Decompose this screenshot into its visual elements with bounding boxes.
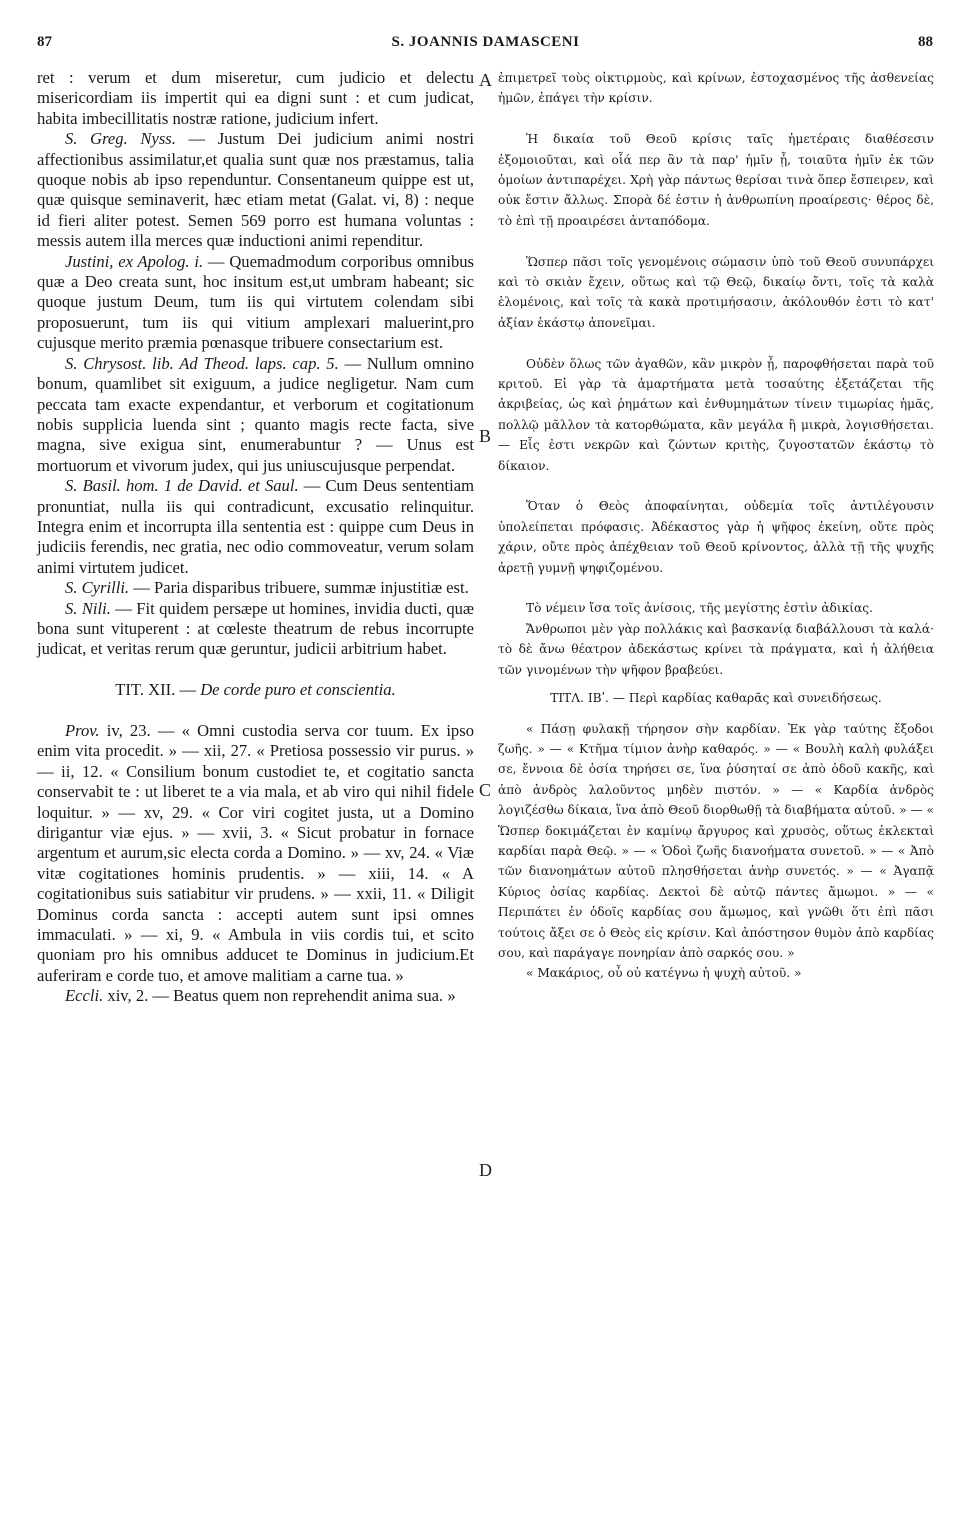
margin-marker-d: D [479, 1160, 492, 1180]
latin-column [37, 68, 474, 1007]
source-citation: Justini, ex Apolog. i. [65, 251, 204, 271]
source-citation: Prov. [65, 720, 100, 740]
source-citation: S. Greg. Nyss. [65, 129, 176, 149]
source-citation: S. Basil. hom. 1 de David. et Saul. [65, 476, 299, 496]
greek-paragraph: Οὐδὲν ὅλως τῶν ἀγαθῶν, κἂν μικρὸν ᾖ, παροφθήσεται παρὰ τοῦ κριτοῦ. Εἰ γὰρ τὰ ἁμαρτήματα μετὰ τοσαύτης ἐξετάζεται τῆς ἀκριβείας, ὡς καὶ ῥημάτων καὶ ἐνθυμημάτων τίνειν τιμωρίας ἡμᾶς, πολλῷ μᾶλλον τὰ κατορθώματα, κἂν μεγάλα ἢ μικρὰ, λογισθήσεται. — Εἷς ἐστι νεκρῶν καὶ ζώντων κριτὴς, ζυγοστατῶν ἑκάστῳ τὸ δίκαιον. [498, 356, 934, 473]
page-header [0, 0, 971, 60]
latin-paragraph: ret : verum et dum miseretur, cum judicio et delectu misericordiam iis impertit qui ea digni sunt : et cum judicat, habita imbecillitatis nostræ ratione, judicium infert. [37, 68, 474, 128]
margin-marker-b: B [479, 426, 492, 446]
latin-paragraph: S. Chrysost. lib. Ad Theod. laps. cap. 5. — Nullum omnino bonum, quamlibet sit exiguum, a judice negligetur. Nam cum peccata tam exacte expendantur, et verborum et cogitationum nobis supplicia luenda sint ; quanto magis recte facta, sive magna, sive exigua sint, enumerabuntur ? — Unus est mortuorum et vivorum judex, qui jus uniuscujusque perpendat. [37, 353, 475, 475]
greek-paragraph: Ἄνθρωποι μὲν γὰρ πολλάκις καὶ βασκανίᾳ διαβάλλουσι τὰ καλά· τὸ δὲ ἄνω θέατρον ἀδεκάστως κρίνει τὰ πράγματα, καὶ ἡ ἀλήθεια τῶν γινομένων τὴν ψῆφον βραβεύει. [498, 621, 934, 677]
source-citation: S. Chrysost. lib. Ad Theod. laps. cap. 5. [65, 353, 339, 373]
latin-paragraph: Prov. iv, 23. — « Omni custodia serva cor tuum. Ex ipso enim vita procedit. » — xii, 27. « Pretiosa possessio vir purus. » — ii, 12. « Consilium bonum custodiet te, et cogitatio sancta conservabit te : ut liberet te a via mala, et ab viro qui nihil fidele loquitur. » — xv, 29. « Cor viri cogitet justa, ut a Domino dirigantur viæ ejus. » — xvii, 3. « Sicut probatur in fornace argentum et aurum,sic electa corda a Domino. » — xv, 24. « Viæ vitæ cogitationes hominis prudentis. » — xiii, 14. « A cogitationibus suis satiabitur vir prudens. » — xxii, 11. « Diligit Dominus corda sancta : accepti autem sunt ipsi omnes immaculati. » — xi, 9. « Ambula in viis cordis tui, et scito quoniam pro his omnibus adducet te Dominus in judicium.Et auferiram e corde tuo, et amove malitiam a carne tua. » [37, 720, 474, 985]
greek-paragraph: Τὸ νέμειν ἴσα τοῖς ἀνίσοις, τῆς μεγίστης ἐστὶν ἀδικίας. [526, 601, 873, 616]
greek-column [498, 68, 934, 984]
margin-marker-a: A [479, 70, 492, 90]
greek-paragraph: Ὅταν ὁ Θεὸς ἀποφαίνηται, οὐδεμία τοῖς ἀντιλέγουσιν ὑπολείπεται πρόφασις. Ἀδέκαστος γὰρ ἡ ψῆφος ἐκείνη, οὔτε πρὸς χάριν, οὔτε πρὸς ἀπέχθειαν τοῦ Θεοῦ κρίνοντος, ἀλλὰ τῇ τῆς ψυχῆς ἀρετῇ γυμνῇ ψηφιζομένου. [498, 499, 934, 575]
page-number-left: 87 [37, 34, 52, 50]
latin-paragraph: S. Nili. — Fit quidem persæpe ut homines, invidia ducti, quæ bona sunt vituperent : at cœleste theatrum de rebus incorrupte judicat, et veritas rerum quæ geruntur, judicii arbitrium habet. [37, 598, 474, 659]
margin-marker-c: C [479, 780, 492, 800]
latin-paragraph: S. Greg. Nyss. — Justum Dei judicium animi nostri affectionibus assimilatur,et qualia sunt quæ nos præstamus, talia quoque nobis ab ipso rependuntur. Consentaneum quippe est ut, quæ quisque seminaverit, hæc etiam metat (Galat. vi, 8) : neque id fieri aliter potest. Semen 569 porro est humana voluntas : messis autem illa merces quæ inductioni animi rependitur. [37, 129, 474, 251]
greek-paragraph: Ὥσπερ πᾶσι τοῖς γενομένοις σώμασιν ὑπὸ τοῦ Θεοῦ συνυπάρχει καὶ τὸ σκιὰν ἔχειν, οὕτως καὶ τῷ Θεῷ, δικαίῳ ὄντι, τοῖς τὰ καλὰ ἑλομένοις, καὶ τοῖς τὰ κακὰ προτιμήσασιν, ἀκόλουθόν ἐστι τὸ κατ' ἀξίαν ἑκάστῳ ἀπονεῖμαι. [498, 254, 934, 330]
source-citation: Eccli. [65, 986, 104, 1006]
latin-paragraph: Justini, ex Apolog. i. — Quemadmodum corporibus omnibus quæ a Deo creata sunt, hoc insitum est,ut umbram habeant; sic quoque justum Deum, tum iis qui virtutem colendam sibi proposuerunt, tum iis qui vitium amplexari maluerint,pro cujusque merito præmia pœnasque tribuere consectarium est. [37, 251, 474, 353]
source-citation: S. Cyrilli. [65, 578, 130, 598]
greek-paragraph: ἐπιμετρεῖ τοὺς οἰκτιρμοὺς, καὶ κρίνων, ἐστοχασμένος τῆς ἀσθενείας ἡμῶν, ἐπάγει τὴν κρίσιν. [498, 71, 934, 106]
section-title-greek: ΤΙΤΛ. ΙΒʹ. — Περὶ καρδίας καθαρᾶς καὶ συνειδήσεως. [550, 691, 882, 706]
source-citation: S. Nili. [65, 598, 111, 618]
latin-paragraph: S. Basil. hom. 1 de David. et Saul. — Cum Deus sententiam pronuntiat, nulla iis qui contradicunt, excusatio relinquitur. Integra enim et incorrupta illa sententia est : quippe cum Deus in judiciis ferendis, nec gratia, nec odio commoveatur, verum solam animi virtutem judicet. [37, 476, 474, 577]
greek-paragraph: « Πάσῃ φυλακῇ τήρησον σὴν καρδίαν. Ἐκ γὰρ ταύτης ἔξοδοι ζωῆς. » — « Κτῆμα τίμιον ἀνὴρ καθαρός. » — « Βουλὴ καλὴ φυλάξει σε, ἔννοια δὲ ὁσία τηρήσει σε, ἵνα ῥύσηταί σε ἀπὸ ὁδοῦ κακῆς, καὶ ἀπὸ ἀνδρὸς λαλοῦντος μηδὲν πιστόν. » — « Καρδία ἀνδρὸς λογιζέσθω δίκαια, ἵνα ἀπὸ Θεοῦ διορθωθῇ τὰ διαβήματα αὐτοῦ. » — « Ὥσπερ δοκιμάζεται ἐν καμίνῳ ἄργυρος καὶ χρυσὸς, οὕτως ἐκλεκταὶ καρδίαι παρὰ Θεῷ. » — « Ὁδοὶ ζωῆς διανοήματα συνετοῦ. » — « Ἀπὸ τῶν διανοημάτων αὐτοῦ πλησθήσεται ἀνὴρ συνετός. » — « Ἀγαπᾷ Κύριος ὁσίας καρδίας. Δεκτοὶ δὲ αὐτῷ πάντες ἄμωμοι. » — « Περιπάτει ἐν ὁδοῖς καρδίας σου ἄμωμος, καὶ γνῶθι ὅτι ἐπὶ πᾶσι τούτοις ἄξει σε ὁ Θεὸς εἰς κρίσιν. Καὶ ἀπόστησον θυμὸν ἀπὸ καρδίας σου, καὶ παράγαγε πονηρίαν ἀπὸ σαρκός σου. » [498, 721, 934, 960]
section-title-latin: TIT. XII. — De corde puro et conscientia. [115, 680, 396, 700]
greek-paragraph: Ἡ δικαία τοῦ Θεοῦ κρίσις ταῖς ἡμετέραις διαθέσεσιν ἐξομοιοῦται, καὶ οἷά περ ἂν τὰ παρ' ἡμῖν ᾖ, τοιαῦτα ἡμῖν ἐκ τῶν ὁμοίων ἀντιπαρέχει. Χρὴ γὰρ πάντως θερίσαι τινὰ ὅπερ ἔσπειρεν, καὶ οὐκ ἔστιν ἄλλως. Σπορὰ δέ ἐστιν ἡ ἀνθρωπίνη προαίρεσις· θέρος δὲ, τὸ ἐπὶ τῇ προαιρέσει ἀνταπόδομα. [498, 132, 934, 228]
running-title: S. JOANNIS DAMASCENI [391, 34, 580, 50]
greek-paragraph: « Μακάριος, οὗ οὐ κατέγνω ἡ ψυχὴ αὐτοῦ. » [526, 966, 802, 981]
latin-paragraph: Eccli. xiv, 2. — Beatus quem non reprehendit anima sua. » [65, 986, 456, 1006]
page-number-right: 88 [918, 34, 933, 50]
latin-paragraph: S. Cyrilli. — Paria disparibus tribuere, summæ injustitiæ est. [65, 578, 469, 598]
